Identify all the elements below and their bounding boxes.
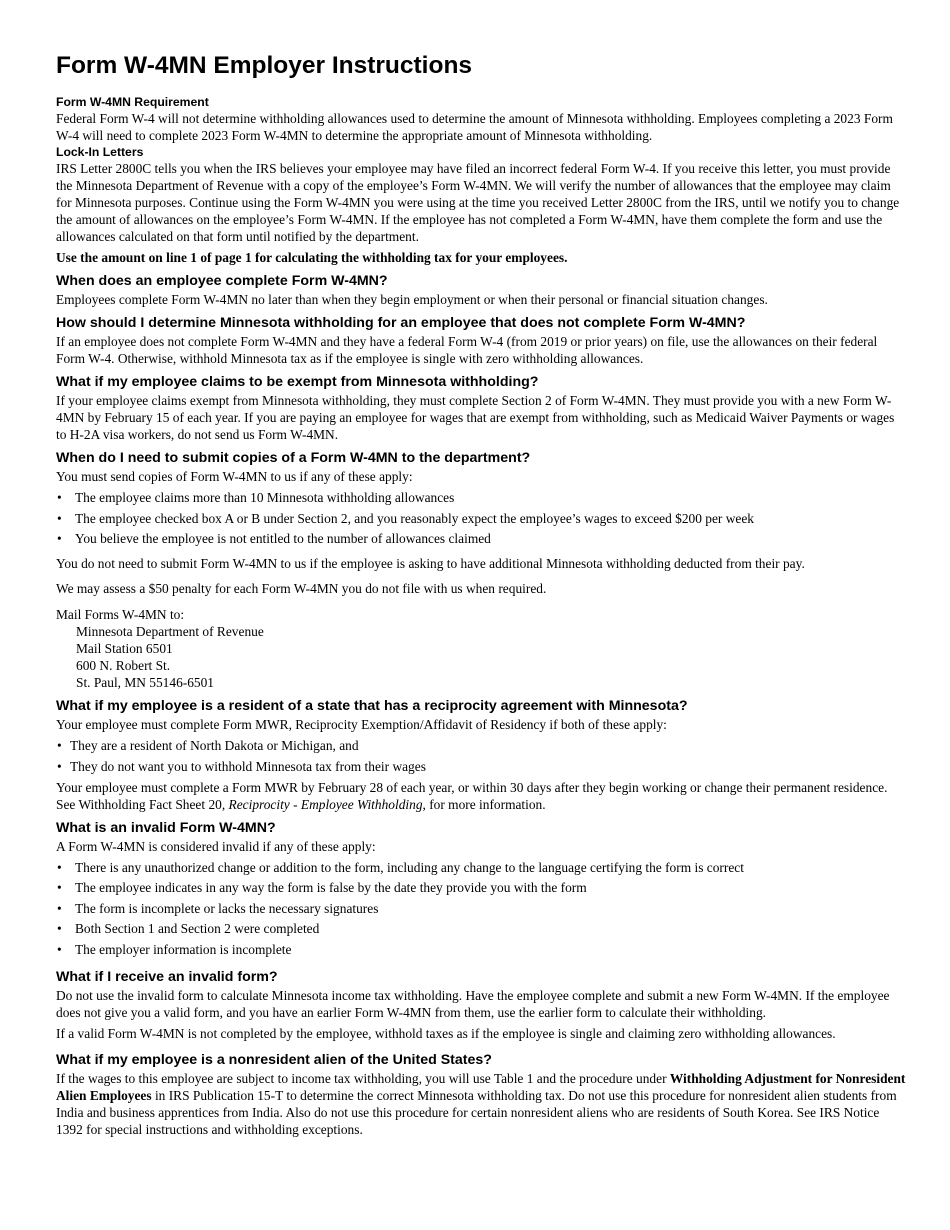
fact-sheet-title: Reciprocity - Employee Withholding	[228, 796, 423, 812]
receive-text-1: Do not use the invalid form to calculate Minnesota income tax withholding. Have the employee complete and submit a new Form W-4MN. If the employee does not give you a valid form, and you have an earlier Form W-4MN from them, use the earlier form to calculate their withholding.	[56, 987, 890, 1020]
submit-penalty: We may assess a $50 penalty for each Form W-4MN you do not file with us when required.	[56, 581, 547, 596]
submit-heading: When do I need to submit copies of a Form W-4MN to the department?	[56, 450, 531, 466]
section-nonresident-alien	[56, 1051, 906, 1138]
invalid-list	[56, 859, 906, 958]
reciprocity-text-start: Your employee must complete a Form MWR by February 28 of each year, or within 30 days after they begin working or change their permanent residence. See Withholding Fact Sheet 20,	[56, 779, 888, 812]
list-item: • The employee indicates in any way the form is false by the date they provide you with the form	[56, 879, 906, 896]
requirement-heading: Form W-4MN Requirement	[56, 95, 209, 109]
receive-heading: What if I receive an invalid form?	[56, 968, 278, 985]
list-item: • The employee checked box A or B under Section 2, and you reasonably expect the employee’s wages to exceed $200 per week	[56, 510, 906, 527]
section-when-complete	[56, 272, 906, 308]
nonresident-heading: What if my employee is a nonresident alien of the United States?	[56, 1051, 492, 1068]
section-requirement	[56, 94, 906, 144]
exempt-heading: What if my employee claims to be exempt from Minnesota withholding?	[56, 374, 539, 390]
list-item: • The form is incomplete or lacks the necessary signatures	[56, 900, 906, 917]
address-line: St. Paul, MN 55146-6501	[76, 675, 215, 690]
section-submit-copies	[56, 449, 906, 691]
section-exempt	[56, 373, 906, 443]
nonresident-text	[56, 1070, 906, 1138]
reciprocity-intro: Your employee must complete Form MWR, Reciprocity Exemption/Affidavit of Residency if both of these apply:	[56, 717, 667, 732]
nonresident-text-end: in IRS Publication 15-T to determine the correct Minnesota withholding tax. Do not use this procedure for nonresident alien students from India and business apprentices from India. Also do not use this procedure for certain nonresident aliens who are residents of South Korea. See IRS Notice 1392 for special instructions and withholding exceptions.	[56, 1087, 897, 1137]
invalid-heading: What is an invalid Form W-4MN?	[56, 819, 276, 836]
instructions-page	[56, 50, 906, 1138]
section-reciprocity	[56, 697, 906, 813]
address-line: Mail Station 6501	[76, 641, 173, 656]
list-item: • You believe the employee is not entitled to the number of allowances claimed	[56, 530, 906, 547]
submit-no-need: You do not need to submit Form W-4MN to us if the employee is asking to have additional Minnesota withholding deducted from their pay.	[56, 556, 805, 571]
mail-label: Mail Forms W-4MN to:	[56, 607, 185, 622]
reciprocity-text-end: , for more information.	[422, 796, 546, 812]
list-item: • The employee claims more than 10 Minnesota withholding allowances	[56, 489, 906, 506]
list-item: • They are a resident of North Dakota or Michigan, and	[56, 737, 906, 754]
how-heading: How should I determine Minnesota withholding for an employee that does not complete Form W-4MN?	[56, 315, 746, 331]
submit-list	[56, 489, 906, 547]
reciprocity-heading: What if my employee is a resident of a state that has a reciprocity agreement with Minnesota?	[56, 698, 688, 714]
lock-in-note: Use the amount on line 1 of page 1 for calculating the withholding tax for your employees.	[56, 250, 568, 265]
lock-in-text: IRS Letter 2800C tells you when the IRS believes your employee may have filed an incorrect federal Form W-4. If you receive this letter, you must provide the Minnesota Department of Revenue with a copy of the employee’s Form W-4MN. We will verify the number of allowances that the employee may claim for Minnesota purposes. Continue using the Form W-4MN you were using at the time you received Letter 2800C from the IRS, until we notify you to change the amount of allowances on the employee’s Form W-4MN. If the employee has not completed a Form W-4MN, have them complete the form and use the allowances calculated on that form until notified by the department.	[56, 161, 900, 244]
when-text: Employees complete Form W-4MN no later than when they begin employment or when their personal or financial situation changes.	[56, 292, 768, 307]
invalid-intro: A Form W-4MN is considered invalid if any of these apply:	[56, 838, 376, 854]
address-line: 600 N. Robert St.	[76, 658, 171, 673]
lock-in-heading: Lock-In Letters	[56, 145, 144, 159]
requirement-text: Federal Form W-4 will not determine withholding allowances used to determine the amount of Minnesota withholding. Employees completing a 2023 Form W-4 will need to complete 2023 Form W-4MN to determine the appropriate amount of Minnesota withholding.	[56, 111, 893, 143]
mailing-address	[56, 623, 906, 691]
nonresident-text-start: If the wages to this employee are subject to income tax withholding, you will use Table 1 and the procedure under	[56, 1070, 670, 1086]
when-heading: When does an employee complete Form W-4MN?	[56, 273, 388, 289]
reciprocity-list	[56, 737, 906, 775]
how-text: If an employee does not complete Form W-4MN and they have a federal Form W-4 (from 2019 or prior years) on file, use the allowances on their federal Form W-4. Otherwise, withhold Minnesota tax as if the employee is single with zero withholding allowances.	[56, 334, 878, 366]
section-invalid-form	[56, 819, 906, 958]
section-receive-invalid	[56, 968, 906, 1042]
exempt-text: If your employee claims exempt from Minnesota withholding, they must complete Section 2 of Form W-4MN. They must provide you with a new Form W-4MN by February 15 of each year. If you are paying an employee for wages that are exempt from withholding, such as Medicaid Waiver Payments or wages to H-2A visa workers, do not send us Form W-4MN.	[56, 393, 895, 442]
receive-text-2: If a valid Form W-4MN is not completed by the employee, withhold taxes as if the employee is single and claiming zero withholding allowances.	[56, 1025, 836, 1041]
section-how-determine	[56, 314, 906, 367]
list-item: • The employer information is incomplete	[56, 941, 906, 958]
list-item: • Both Section 1 and Section 2 were completed	[56, 920, 906, 937]
submit-intro: You must send copies of Form W-4MN to us if any of these apply:	[56, 469, 413, 484]
section-lock-in	[56, 144, 906, 266]
list-item: • They do not want you to withhold Minnesota tax from their wages	[56, 758, 906, 775]
reciprocity-text	[56, 779, 906, 813]
nonresident-procedure-name: Withholding Adjustment for Nonresident Alien Employees	[56, 1070, 906, 1103]
list-item: • There is any unauthorized change or addition to the form, including any change to the language certifying the form is correct	[56, 859, 906, 876]
address-line: Minnesota Department of Revenue	[76, 624, 264, 639]
page-title: Form W-4MN Employer Instructions	[56, 52, 473, 79]
